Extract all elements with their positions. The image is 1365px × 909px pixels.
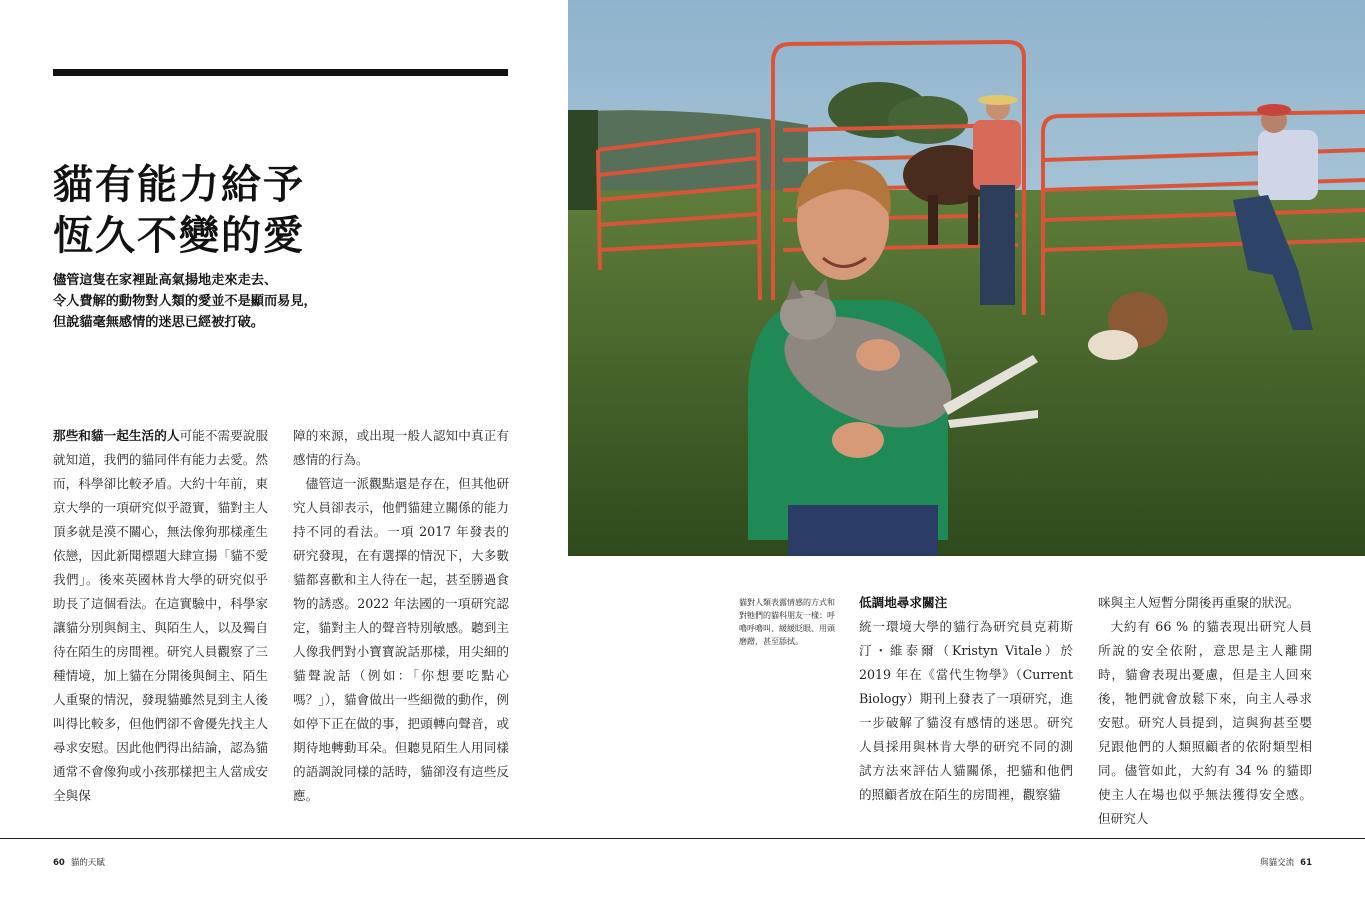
page-number-left: 60: [53, 858, 65, 868]
section-subhead: 低調地尋求關注: [859, 595, 948, 610]
title-line-1: 貓有能力給予: [53, 162, 305, 208]
col1-text: 可能不需要說服就知道，我們的貓同伴有能力去愛。然而，科學卻比較矛盾。大約十年前，東京大學的一項研究似乎證實，貓對主人頂多就是漠不關心，無法像狗那樣產生依戀，因此新聞標題大肆宣揚「貓不愛我們」。後來英國林肯大學的研究似乎助長了這個看法。在這實驗中，科學家讓貓分別與飼主、與陌生人，以及獨自待在陌生的房間裡。研究人員觀察了三種情境，加上貓在分開後與飼主、陌生人重聚的情況，發現貓雖然見到主人後叫得比較多，但他們卻不會優先找主人尋求安慰。因此他們得出結論，認為貓通常不會像狗或小孩那樣把主人當成安全與保: [53, 428, 269, 803]
section-name-right: 與貓交流: [1260, 858, 1295, 868]
article-title: [53, 160, 513, 262]
page-number-right: 61: [1300, 858, 1312, 868]
col3-paragraph: 統一環境大學的貓行為研究員克莉斯汀・維泰爾（Kristyn Vitale）於 2019 年在《當代生物學》（Current Biology）期刊上發表了一項研究，進一步破解了貓沒有感情的迷思。研究人員採用與林肯大學的研究不同的測試方法來評估人貓關係，把貓和他們的照顧者放在陌生的房間裡，觀察貓: [859, 619, 1073, 802]
col1-paragraph: [53, 424, 268, 808]
deck-line-1: 儘管這隻在家裡趾高氣揚地走來走去、: [53, 273, 278, 288]
footer-rule: [0, 838, 1365, 839]
footer-right: [1260, 856, 1312, 868]
body-column-2: [293, 424, 509, 808]
title-line-2: 恆久不變的愛: [53, 213, 305, 259]
col4-paragraph-1: 咪與主人短暫分開後再重聚的狀況。: [1098, 595, 1300, 610]
top-rule: [53, 69, 508, 76]
body-column-3: [859, 591, 1073, 807]
article-deck: [53, 270, 513, 333]
cover-photo: [568, 0, 1365, 556]
deck-line-3: 但說貓毫無感情的迷思已經被打破。: [53, 315, 264, 330]
body-column-1: [53, 424, 268, 808]
lead-in: 那些和貓一起生活的人: [53, 428, 180, 443]
footer-left: [53, 856, 105, 868]
deck-line-2: 令人費解的動物對人類的愛並不是顯而易見，: [53, 294, 317, 309]
body-column-4: [1098, 591, 1312, 831]
col2-paragraph-1: 障的來源，或出現一般人認知中真正有感情的行為。: [293, 428, 509, 467]
col4-paragraph-2: 大約有 66 % 的貓表現出研究人員所說的安全依附，意思是主人離開時，貓會表現出憂慮，但是主人回來後，牠們就會放鬆下來，向主人尋求安慰。研究人員提到，這與狗甚至嬰兒跟他們的人類照顧者的依附類型相同。儘管如此，大約有 34 % 的貓即使主人在場也似乎無法獲得安全感。但研究人: [1098, 619, 1312, 826]
photo-illustration: [568, 0, 1365, 556]
photo-caption: 貓對人類表露情感的方式和對牠們的貓科朋友一樣：呼嚕呼嚕叫、緩緩眨眼、用頭磨蹭，甚至舔拭。: [739, 598, 835, 646]
col2-paragraph-2: 儘管這一派觀點還是存在，但其他研究人員卻表示，他們貓建立關係的能力持不同的看法。一項 2017 年發表的研究發現，在有選擇的情況下，大多數貓都喜歡和主人待在一起，甚至勝過食物的誘惑。2022 年法國的一項研究認定，貓對主人的聲音特別敏感。聽到主人像我們對小寶寶說話那樣，用尖細的貓聲說話（例如：「你想要吃點心嗎？」），貓會做出一些細微的動作，例如停下正在做的事，把頭轉向聲音，或期待地轉動耳朵。但聽見陌生人用同樣的語調說同樣的話時，貓卻沒有這些反應。: [293, 476, 509, 803]
section-name-left: 貓的天賦: [70, 858, 105, 868]
